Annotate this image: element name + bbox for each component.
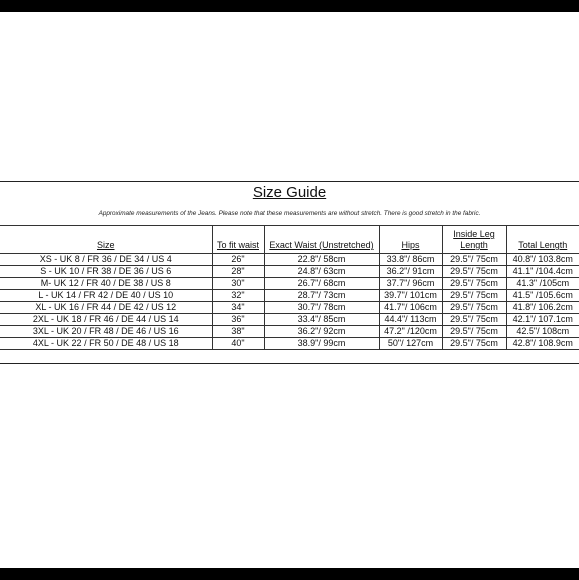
- table-row: [0, 302, 579, 314]
- cell-total-length: 40.8"/ 103.8cm: [506, 254, 579, 266]
- cell-size: XS - UK 8 / FR 36 / DE 34 / US 4: [0, 254, 212, 266]
- cell-exact-waist: 22.8"/ 58cm: [264, 254, 379, 266]
- cell-exact-waist: 33.4"/ 85cm: [264, 314, 379, 326]
- cell-inside-leg: 29.5"/ 75cm: [442, 266, 506, 278]
- cell-total-length: 41.3" /105cm: [506, 278, 579, 290]
- top-black-bar: [0, 0, 579, 12]
- cell-hips: 41.7"/ 106cm: [379, 302, 442, 314]
- cell-exact-waist: 30.7"/ 78cm: [264, 302, 379, 314]
- cell-to-fit-waist: 28": [212, 266, 264, 278]
- table-row: [0, 290, 579, 302]
- cell-total-length: 41.1" /104.4cm: [506, 266, 579, 278]
- cell-inside-leg: 29.5"/ 75cm: [442, 278, 506, 290]
- table-header-row: [0, 226, 579, 254]
- cell-exact-waist: 28.7"/ 73cm: [264, 290, 379, 302]
- cell-size: M- UK 12 / FR 40 / DE 38 / US 8: [0, 278, 212, 290]
- cell-size: 4XL - UK 22 / FR 50 / DE 48 / US 18: [0, 338, 212, 350]
- size-guide-title: Size Guide: [252, 184, 327, 201]
- cell-to-fit-waist: 36": [212, 314, 264, 326]
- cell-size: S - UK 10 / FR 38 / DE 36 / US 6: [0, 266, 212, 278]
- cell-to-fit-waist: 38": [212, 326, 264, 338]
- cell-inside-leg: 29.5"/ 75cm: [442, 302, 506, 314]
- column-header-total-length: Total Length: [506, 226, 579, 254]
- cell-hips: 33.8"/ 86cm: [379, 254, 442, 266]
- cell-exact-waist: 38.9"/ 99cm: [264, 338, 379, 350]
- bottom-black-bar: [0, 568, 579, 580]
- cell-total-length: 42.1"/ 107.1cm: [506, 314, 579, 326]
- cell-to-fit-waist: 32": [212, 290, 264, 302]
- table-row: [0, 266, 579, 278]
- table-row: [0, 338, 579, 350]
- cell-hips: 36.2"/ 91cm: [379, 266, 442, 278]
- cell-total-length: 41.8"/ 106.2cm: [506, 302, 579, 314]
- cell-exact-waist: 36.2"/ 92cm: [264, 326, 379, 338]
- column-header-hips: Hips: [379, 226, 442, 254]
- cell-inside-leg: 29.5"/ 75cm: [442, 254, 506, 266]
- cell-exact-waist: 26.7"/ 68cm: [264, 278, 379, 290]
- column-header-exact-waist: Exact Waist (Unstretched): [264, 226, 379, 254]
- column-header-to-fit-waist: To fit waist: [212, 226, 264, 254]
- cell-hips: 37.7"/ 96cm: [379, 278, 442, 290]
- cell-hips: 44.4"/ 113cm: [379, 314, 442, 326]
- cell-to-fit-waist: 30": [212, 278, 264, 290]
- column-header-size: Size: [0, 226, 212, 254]
- cell-total-length: 42.8"/ 108.9cm: [506, 338, 579, 350]
- table-row: [0, 314, 579, 326]
- cell-inside-leg: 29.5"/ 75cm: [442, 314, 506, 326]
- cell-size: 2XL - UK 18 / FR 46 / DE 44 / US 14: [0, 314, 212, 326]
- cell-size: XL - UK 16 / FR 44 / DE 42 / US 12: [0, 302, 212, 314]
- size-guide-note: Approximate measurements of the Jeans. Please note that these measurements are without stretch. There is good stretch in the fabric.: [98, 210, 481, 217]
- cell-inside-leg: 29.5"/ 75cm: [442, 326, 506, 338]
- size-guide-table: [0, 225, 579, 350]
- cell-to-fit-waist: 40": [212, 338, 264, 350]
- cell-total-length: 42.5"/ 108cm: [506, 326, 579, 338]
- cell-inside-leg: 29.5"/ 75cm: [442, 338, 506, 350]
- column-header-inside-leg: Inside Leg Length: [442, 226, 506, 254]
- cell-hips: 50"/ 127cm: [379, 338, 442, 350]
- cell-to-fit-waist: 26": [212, 254, 264, 266]
- cell-size: L - UK 14 / FR 42 / DE 40 / US 10: [0, 290, 212, 302]
- cell-total-length: 41.5" /105.6cm: [506, 290, 579, 302]
- cell-hips: 39.7"/ 101cm: [379, 290, 442, 302]
- table-row: [0, 326, 579, 338]
- cell-exact-waist: 24.8"/ 63cm: [264, 266, 379, 278]
- cell-size: 3XL - UK 20 / FR 48 / DE 46 / US 16: [0, 326, 212, 338]
- table-row: [0, 254, 579, 266]
- table-row: [0, 278, 579, 290]
- cell-to-fit-waist: 34": [212, 302, 264, 314]
- cell-hips: 47.2" /120cm: [379, 326, 442, 338]
- cell-inside-leg: 29.5"/ 75cm: [442, 290, 506, 302]
